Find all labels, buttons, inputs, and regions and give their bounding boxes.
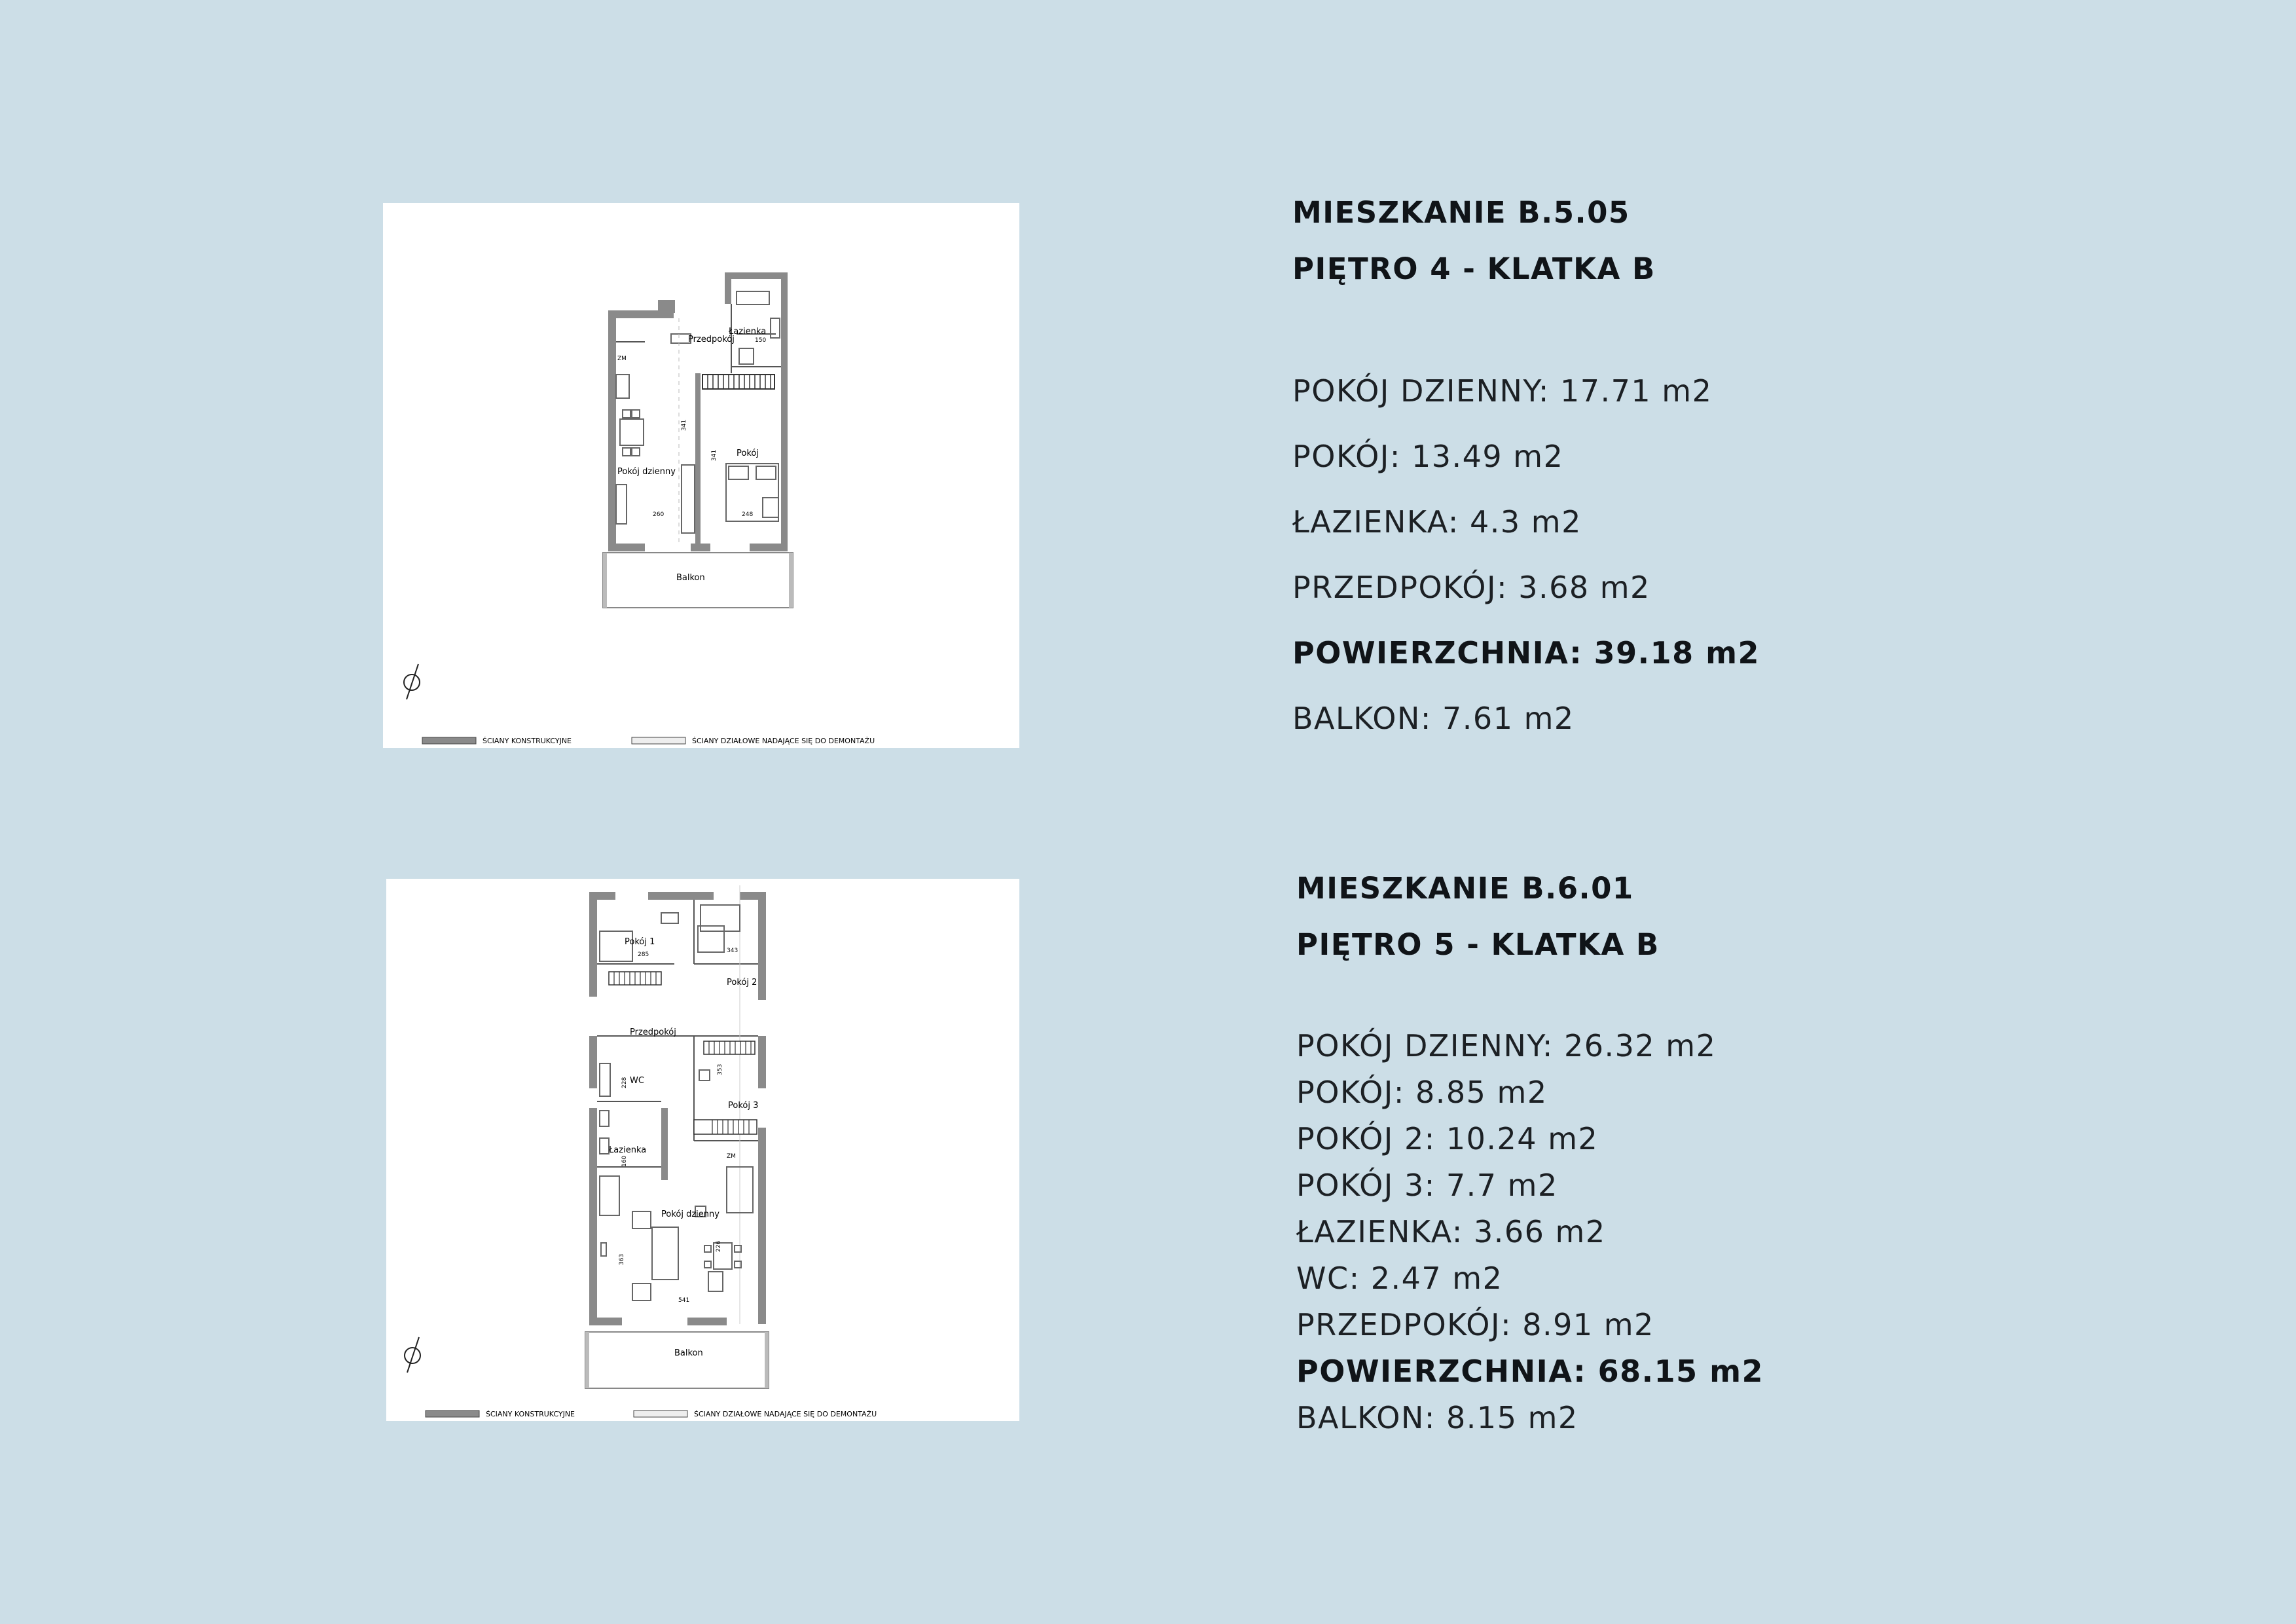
room-label-balcony: Balkon <box>676 573 705 583</box>
apartment-title: MIESZKANIE B.5.05 <box>1292 195 1630 230</box>
total-area-row: POWIERZCHNIA: 39.18 m2 <box>1292 635 1760 671</box>
legend-partition-swatch <box>634 1411 687 1417</box>
floor-plan-drawing <box>383 203 1019 748</box>
legend-structural-swatch <box>426 1411 479 1417</box>
dimension-label: 285 <box>638 951 649 958</box>
room-label-bathroom: Łazienka <box>609 1145 647 1155</box>
north-arrow-icon <box>404 664 420 699</box>
legend-partition-label: ŚCIANY DZIAŁOWE NADAJĄCE SIĘ DO DEMONTAŻU <box>694 1410 877 1418</box>
legend-partition-label: ŚCIANY DZIAŁOWE NADAJĄCE SIĘ DO DEMONTAŻU <box>692 737 875 745</box>
room-label-living: Pokój dzienny <box>617 467 676 477</box>
room-label-room2: Pokój 2 <box>727 978 757 987</box>
dimension-label: 353 <box>717 1063 723 1075</box>
room-area-row: ŁAZIENKA: 3.66 m2 <box>1296 1214 1606 1249</box>
dimension-label: 150 <box>755 337 767 344</box>
balcony-area-row: BALKON: 7.61 m2 <box>1292 701 1575 736</box>
room-label-balcony: Balkon <box>674 1348 703 1358</box>
room-area-row: WC: 2.47 m2 <box>1296 1261 1503 1296</box>
room-area-row: PRZEDPOKÓJ: 3.68 m2 <box>1292 570 1650 605</box>
apartment-floor: PIĘTRO 4 - KLATKA B <box>1292 251 1656 286</box>
dimension-label: 363 <box>619 1253 625 1265</box>
apartment-floor: PIĘTRO 5 - KLATKA B <box>1296 927 1660 962</box>
legend-structural-swatch <box>422 737 476 744</box>
north-arrow-icon <box>405 1337 420 1373</box>
room-area-row: ŁAZIENKA: 4.3 m2 <box>1292 504 1582 540</box>
room-label-bathroom: Łazienka <box>729 327 767 337</box>
floor-plan-drawing <box>386 879 1019 1421</box>
dimension-label: 226 <box>716 1240 722 1252</box>
floor-plan-b505 <box>383 203 1019 748</box>
room-area-row: POKÓJ: 13.49 m2 <box>1292 439 1564 474</box>
balcony-area-row: BALKON: 8.15 m2 <box>1296 1400 1578 1435</box>
total-area-row: POWIERZCHNIA: 68.15 m2 <box>1296 1354 1764 1389</box>
dimension-label: 228 <box>621 1077 628 1088</box>
room-area-row: POKÓJ 2: 10.24 m2 <box>1296 1121 1599 1156</box>
dimension-label: 541 <box>678 1297 690 1304</box>
dimension-label: ZM <box>617 356 627 362</box>
room-label-wc: WC <box>630 1076 644 1086</box>
dimension-label: 341 <box>711 449 718 461</box>
room-label-hall: Przedpokój <box>688 335 735 344</box>
room-label-room1: Pokój 1 <box>625 937 655 947</box>
dimension-label: 341 <box>681 419 687 431</box>
room-area-row: POKÓJ DZIENNY: 17.71 m2 <box>1292 373 1713 409</box>
room-area-row: POKÓJ DZIENNY: 26.32 m2 <box>1296 1028 1717 1063</box>
legend-structural-label: ŚCIANY KONSTRUKCYJNE <box>483 737 572 745</box>
dimension-label: 343 <box>727 948 738 954</box>
room-area-row: PRZEDPOKÓJ: 8.91 m2 <box>1296 1307 1654 1342</box>
room-area-row: POKÓJ: 8.85 m2 <box>1296 1075 1548 1110</box>
dimension-label: 248 <box>742 511 754 518</box>
room-area-row: POKÓJ 3: 7.7 m2 <box>1296 1168 1558 1203</box>
floor-plan-b601 <box>386 879 1019 1421</box>
legend-partition-swatch <box>632 737 685 744</box>
apartment-title: MIESZKANIE B.6.01 <box>1296 871 1634 906</box>
room-label-hall: Przedpokój <box>630 1027 676 1037</box>
dimension-label: 260 <box>653 511 665 518</box>
room-label-room: Pokój <box>737 449 759 458</box>
dimension-label: 160 <box>621 1155 628 1167</box>
dimension-label: ZM <box>727 1153 736 1160</box>
room-label-living: Pokój dzienny <box>661 1209 720 1219</box>
room-label-room3: Pokój 3 <box>728 1101 759 1111</box>
legend-structural-label: ŚCIANY KONSTRUKCYJNE <box>486 1410 575 1418</box>
